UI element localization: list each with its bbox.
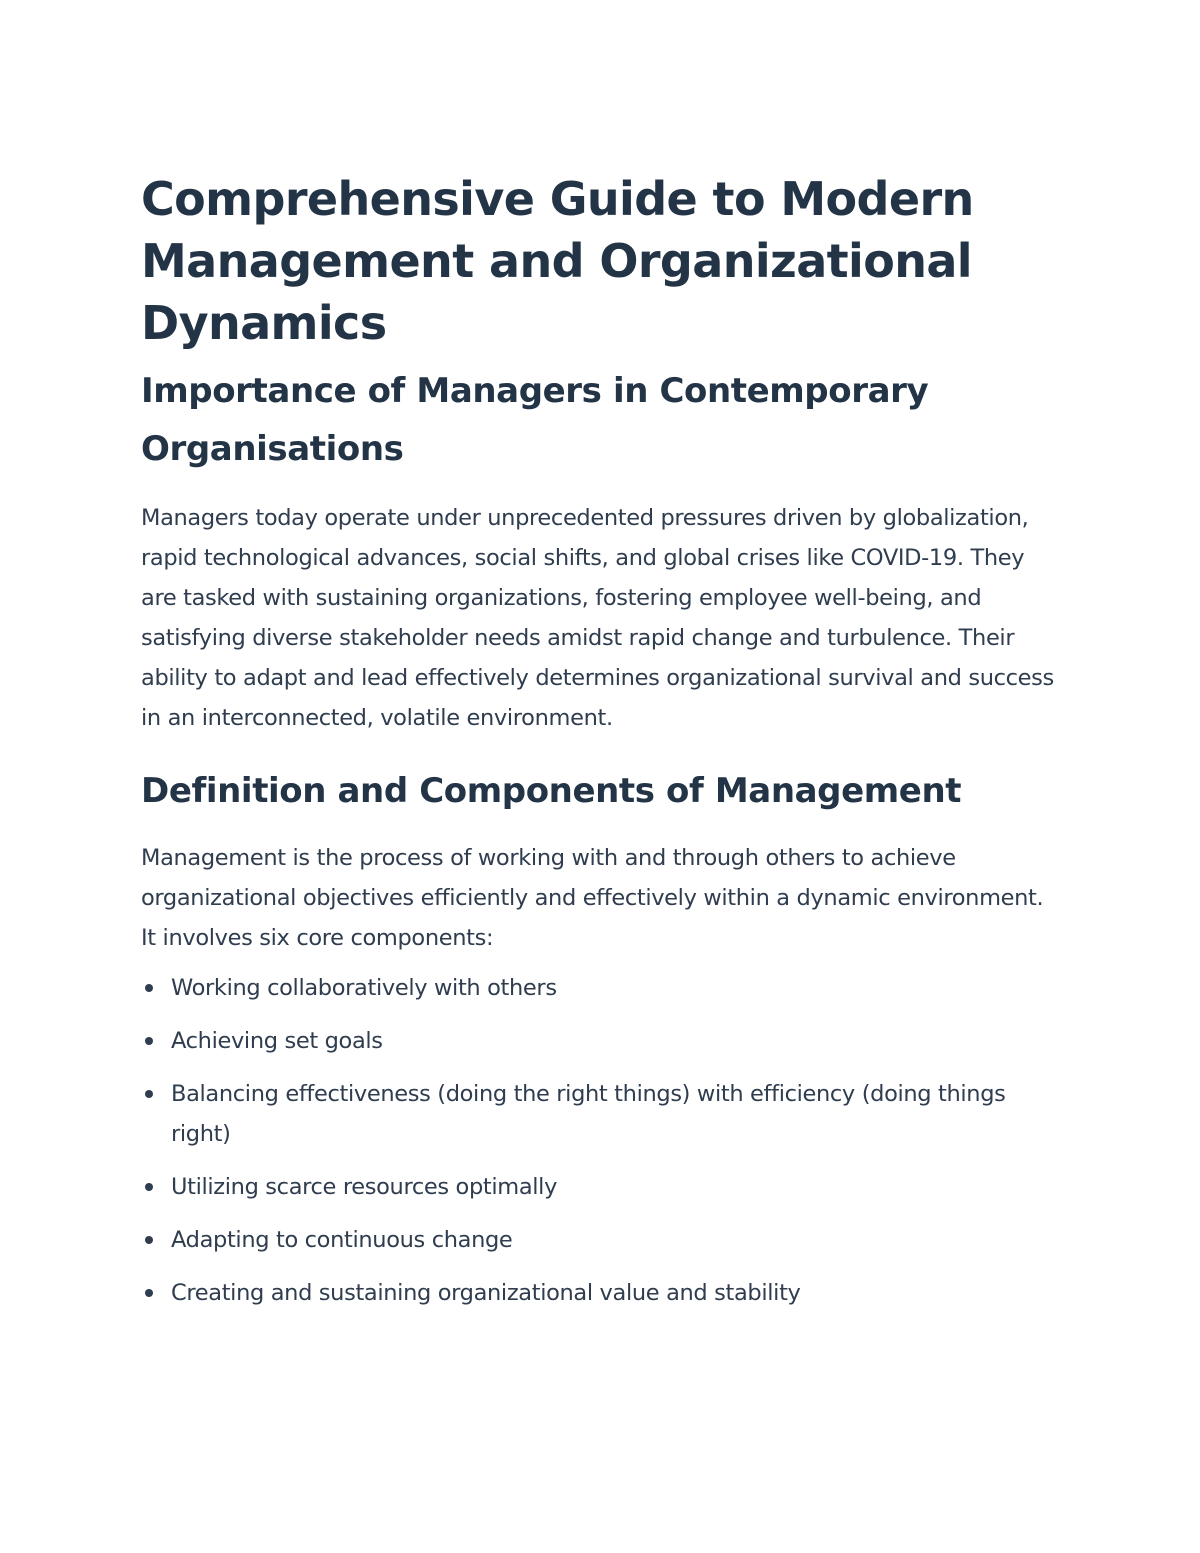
list-item-text: Working collaboratively with others — [171, 975, 557, 1001]
list-item — [141, 1167, 1061, 1207]
list-item-text: Creating and sustaining organizational value and stability — [171, 1280, 801, 1306]
section-paragraph-importance-of-managers: Managers today operate under unprecedented pressures driven by globalization, rapid technological advances, social shifts, and global crises like COVID-19. They are tasked with sustaining organizations, fostering employee well-being, and satisfying diverse stakeholder needs amidst rapid change and turbulence. Their ability to adapt and lead effectively determines organizational survival and success in an interconnected, volatile environment. — [141, 505, 1054, 731]
bullet-icon — [145, 1183, 153, 1191]
list-item — [141, 1021, 1061, 1061]
bullet-icon — [145, 984, 153, 992]
list-item-text: Utilizing scarce resources optimally — [171, 1174, 558, 1200]
section-heading-importance-of-managers: Importance of Managers in Contemporary Organisations — [141, 371, 929, 469]
document-title: Comprehensive Guide to Modern Management and Organizational Dynamics — [141, 172, 974, 350]
document-page — [141, 168, 1061, 1326]
bullet-icon — [145, 1037, 153, 1045]
list-item — [141, 968, 1061, 1008]
list-item — [141, 1220, 1061, 1260]
bullet-icon — [145, 1236, 153, 1244]
management-components-list — [141, 968, 1061, 1313]
list-item-text: Balancing effectiveness (doing the right things) with efficiency (doing things right) — [171, 1081, 1006, 1147]
list-item — [141, 1074, 1061, 1154]
bullet-icon — [145, 1090, 153, 1098]
list-item-text: Achieving set goals — [171, 1028, 383, 1054]
bullet-icon — [145, 1289, 153, 1297]
section-paragraph-definition-of-management: Management is the process of working with and through others to achieve organizational objectives efficiently and effectively within a dynamic environment. It involves six core components: — [141, 845, 1044, 951]
list-item — [141, 1273, 1061, 1313]
list-item-text: Adapting to continuous change — [171, 1227, 513, 1253]
section-heading-definition-of-management: Definition and Components of Management — [141, 771, 962, 811]
